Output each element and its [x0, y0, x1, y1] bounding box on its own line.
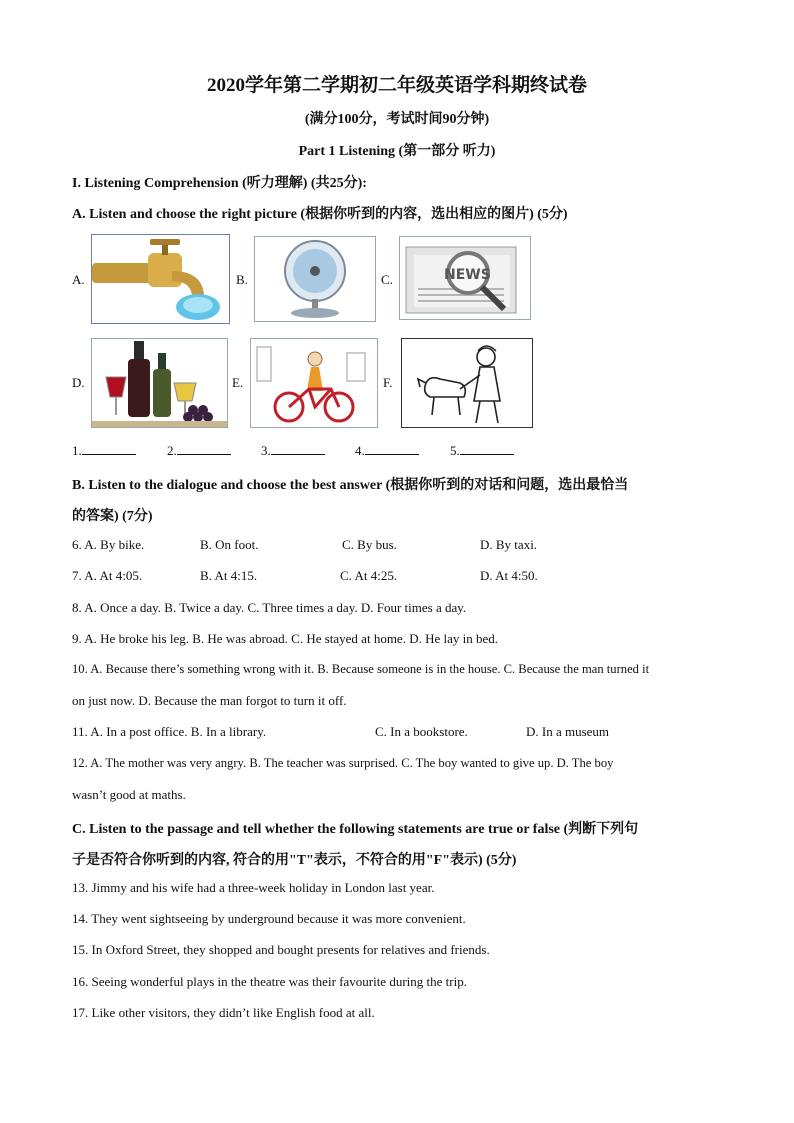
question-7: 7. A. At 4:05. B. At 4:15. C. At 4:25. D. At 4:50.: [72, 568, 538, 583]
statement-17: 17. Like other visitors, they didn’t like English food at all.: [72, 1005, 375, 1020]
section-b-heading-2: 的答案) (7分): [72, 509, 153, 524]
picture-label-d: D.: [72, 375, 85, 390]
statement-15: 15. In Oxford Street, they shopped and bought presents for relatives and friends.: [72, 942, 490, 957]
news-text: NEWS: [444, 267, 491, 283]
newspaper-icon: [399, 236, 531, 320]
section-b-heading-1: B. Listen to the dialogue and choose the best answer (根据你听到的对话和问题，选出最恰当: [72, 478, 629, 493]
picture-label-b: B.: [236, 272, 248, 287]
statement-14: 14. They went sightseeing by underground because it was more convenient.: [72, 911, 466, 926]
picture-label-f: F.: [383, 375, 393, 390]
picture-label-a: A.: [72, 272, 85, 287]
section-1-heading: I. Listening Comprehension (听力理解) (共25分):: [72, 176, 367, 191]
question-10-line-1: 10. A. Because there’s something wrong with it. B. Because someone is in the house. C. Because the man turned it: [72, 662, 650, 676]
bicycle-icon: [250, 338, 378, 428]
section-c-heading-2: 子是否符合你听到的内容, 符合的用"T"表示，不符合的用"F"表示) (5分): [72, 853, 517, 868]
picture-label-c: C.: [381, 272, 393, 287]
blank-1[interactable]: 1.: [72, 442, 136, 459]
exam-subtitle: (满分100分，考试时间90分钟): [304, 112, 490, 127]
question-6: 6. A. By bike. B. On foot. C. By bus. D. By taxi.: [72, 537, 538, 552]
fan-icon: [254, 236, 376, 322]
question-10-line-2: on just now. D. Because the man forgot to turn it off.: [72, 693, 347, 708]
section-c-heading-1: C. Listen to the passage and tell whether the following statements are true or false (判断下列句: [72, 822, 639, 837]
guide-dog-icon: [401, 338, 533, 428]
question-8: 8. A. Once a day. B. Twice a day. C. Three times a day. D. Four times a day.: [72, 600, 467, 615]
section-a-heading: A. Listen and choose the right picture (根据你听到的内容，选出相应的图片) (5分): [72, 207, 568, 222]
picture-label-e: E.: [232, 375, 244, 390]
question-11: 11. A. In a post office. B. In a library. C. In a bookstore. D. In a museum: [72, 724, 610, 739]
question-12-line-1: 12. A. The mother was very angry. B. The teacher was surprised. C. The boy wanted to give up. D. The boy: [72, 756, 614, 770]
question-9: 9. A. He broke his leg. B. He was abroad. C. He stayed at home. D. He lay in bed.: [72, 631, 499, 646]
part-heading: Part 1 Listening (第一部分 听力): [298, 144, 496, 159]
blank-2[interactable]: 2.: [167, 442, 231, 459]
statement-16: 16. Seeing wonderful plays in the theatre was their favourite during the trip.: [72, 974, 467, 989]
blank-4[interactable]: 4.: [355, 442, 419, 459]
exam-title: 2020学年第二学期初二年级英语学科期终试卷: [206, 75, 587, 96]
faucet-icon: [91, 234, 230, 324]
blank-5[interactable]: 5.: [450, 442, 514, 459]
statement-13: 13. Jimmy and his wife had a three-week holiday in London last year.: [72, 880, 435, 895]
question-12-line-2: wasn’t good at maths.: [72, 787, 186, 802]
blank-3[interactable]: 3.: [261, 442, 325, 459]
wine-icon: [91, 338, 228, 428]
